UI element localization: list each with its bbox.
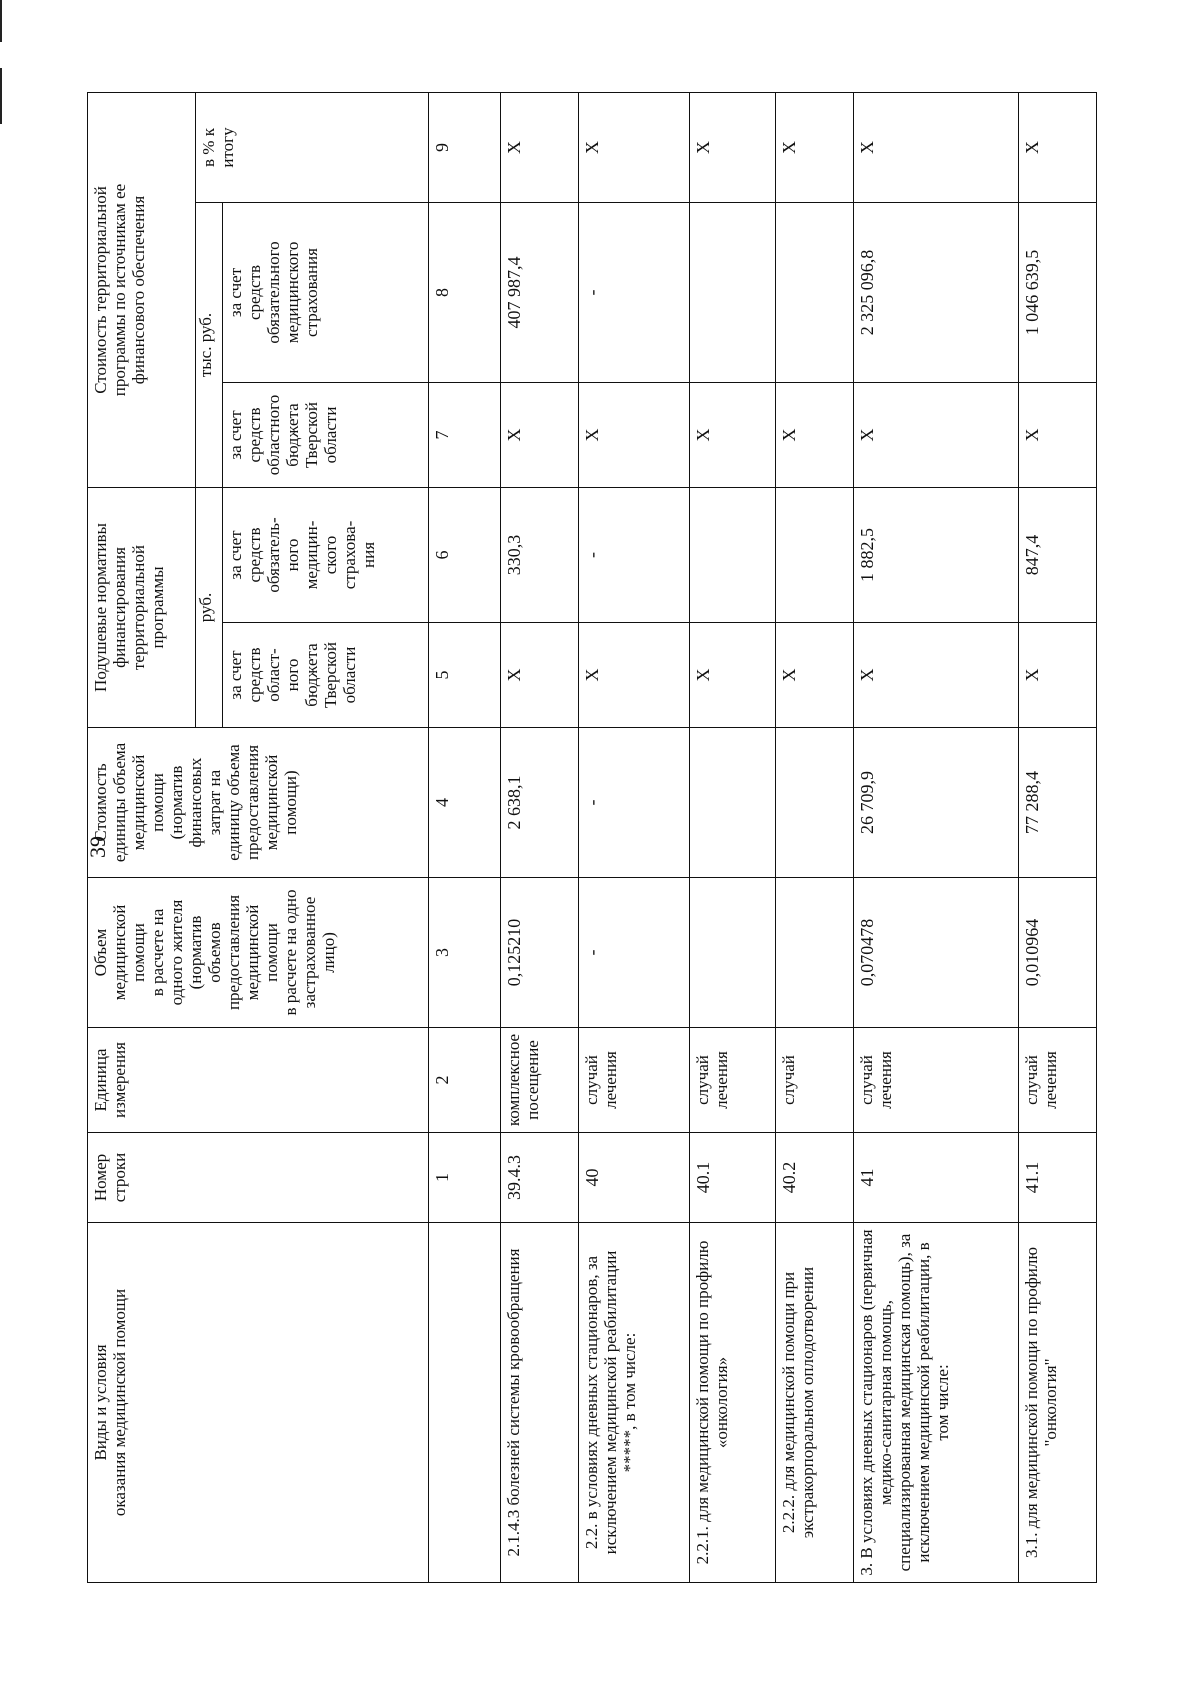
table-row [501, 92, 579, 1582]
column-number-cell: 4 [428, 728, 500, 878]
column-number-cell: 2 [428, 1028, 500, 1133]
row-volume [690, 878, 775, 1028]
row-volume: 0,010964 [1019, 878, 1097, 1028]
row-unit-cost: 77 288,4 [1019, 728, 1097, 878]
row-name: 2.1.4.3 болезней системы кровообращения [501, 1223, 579, 1583]
row-unit: случай лечения [579, 1028, 690, 1133]
row-unit: случай лечения [690, 1028, 775, 1133]
row-volume: - [579, 878, 690, 1028]
header-volume: Объем медицинской помощи в расчете на одного жителя (норматив объемов предоставления медицинской помощи в расчете на одно застрахованное лицо) [88, 878, 429, 1028]
row-program-cost-oms [775, 202, 853, 382]
row-percent-total: X [501, 92, 579, 202]
scan-edge-mark [0, 0, 2, 42]
column-number-cell: 8 [428, 202, 500, 382]
row-name: 2.2. в условиях дневных стационаров, за исключением медицинской реабилитации *****, в том числе: [579, 1223, 690, 1583]
table-row [690, 92, 775, 1582]
table-row [775, 92, 853, 1582]
row-program-cost-oms: 1 046 639,5 [1019, 202, 1097, 382]
row-percent-total: X [579, 92, 690, 202]
header-unit-cost: Стоимость единицы объема медицинской помощи (норматив финансовых затрат на единицу объема предоставления медицинской помощи) [88, 728, 429, 878]
header-program-cost-unit: тыс. руб. [195, 202, 222, 487]
row-unit: случай [775, 1028, 853, 1133]
row-number: 40.1 [690, 1133, 775, 1223]
column-number-cell: 5 [428, 623, 500, 728]
table-row [579, 92, 690, 1582]
row-program-cost-oms: - [579, 202, 690, 382]
row-unit: комплексное посещение [501, 1028, 579, 1133]
row-per-capita-oms [690, 487, 775, 622]
row-per-capita-budget: X [775, 623, 853, 728]
row-percent-total: X [690, 92, 775, 202]
header-kind: Виды и условия оказания медицинской помощи [88, 1223, 429, 1583]
row-number: 40 [579, 1133, 690, 1223]
row-percent-total: X [1019, 92, 1097, 202]
header-percent-total: в % к итогу [195, 92, 428, 202]
column-number-cell: 1 [428, 1133, 500, 1223]
row-unit-cost [775, 728, 853, 878]
row-number: 40.2 [775, 1133, 853, 1223]
row-program-cost-budget: X [775, 382, 853, 487]
row-unit-cost: 26 709,9 [853, 728, 1019, 878]
row-program-cost-budget: X [690, 382, 775, 487]
header-program-cost-oms: за счет средств обязательного медицинского страхования [222, 202, 428, 382]
row-per-capita-budget: X [579, 623, 690, 728]
row-per-capita-budget: X [501, 623, 579, 728]
row-name: 3.1. для медицинской помощи по профилю "онкология" [1019, 1223, 1097, 1583]
row-number: 39.4.3 [501, 1133, 579, 1223]
column-number-cell [428, 1223, 500, 1583]
header-row-number: Номер строки [88, 1133, 429, 1223]
row-number: 41.1 [1019, 1133, 1097, 1223]
row-name: 2.2.1. для медицинской помощи по профилю «онкология» [690, 1223, 775, 1583]
header-unit: Единица измерения [88, 1028, 429, 1133]
row-unit: случай лечения [853, 1028, 1019, 1133]
row-program-cost-oms [690, 202, 775, 382]
financing-table [87, 92, 1097, 1583]
header-per-capita-unit: руб. [195, 487, 222, 727]
row-unit-cost: 2 638,1 [501, 728, 579, 878]
row-percent-total: X [853, 92, 1019, 202]
row-name: 2.2.2. для медицинской помощи при экстракорпоральном оплодотворении [775, 1223, 853, 1583]
row-program-cost-budget: X [501, 382, 579, 487]
header-per-capita-budget: за счет средств област- ного бюджета Тверской области [222, 623, 428, 728]
page-number: 39 [85, 836, 110, 858]
row-per-capita-oms: 1 882,5 [853, 487, 1019, 622]
table-row [1019, 92, 1097, 1582]
column-number-row [428, 92, 500, 1582]
row-per-capita-budget: X [853, 623, 1019, 728]
row-volume: 0,070478 [853, 878, 1019, 1028]
row-program-cost-budget: X [853, 382, 1019, 487]
row-unit: случай лечения [1019, 1028, 1097, 1133]
row-per-capita-budget: X [1019, 623, 1097, 728]
header-program-cost-budget: за счет средств областного бюджета Тверской области [222, 382, 428, 487]
column-number-cell: 7 [428, 382, 500, 487]
row-program-cost-budget: X [579, 382, 690, 487]
column-number-cell: 9 [428, 92, 500, 202]
row-per-capita-oms [775, 487, 853, 622]
row-unit-cost: - [579, 728, 690, 878]
row-percent-total: X [775, 92, 853, 202]
row-unit-cost [690, 728, 775, 878]
row-volume [775, 878, 853, 1028]
row-program-cost-oms: 2 325 096,8 [853, 202, 1019, 382]
row-name: 3. В условиях дневных стационаров (первичная медико-санитарная помощь, специализированная медицинская помощь), за исключением медицинской реабилитации, в том числе: [853, 1223, 1019, 1583]
row-per-capita-oms: 847,4 [1019, 487, 1097, 622]
row-per-capita-budget: X [690, 623, 775, 728]
rotated-table-container [87, 93, 1097, 1583]
header-per-capita-group: Подушевые нормативы финансирования территориальной программы [88, 487, 196, 727]
row-volume: 0,125210 [501, 878, 579, 1028]
row-program-cost-budget: X [1019, 382, 1097, 487]
row-per-capita-oms: 330,3 [501, 487, 579, 622]
row-program-cost-oms: 407 987,4 [501, 202, 579, 382]
scan-edge-mark [0, 68, 2, 124]
header-program-cost-group: Стоимость территориальной программы по источникам ее финансового обеспечения [88, 92, 196, 487]
header-per-capita-oms: за счет средств обязатель- ного медицин- ского страхова- ния [222, 487, 428, 622]
row-per-capita-oms: - [579, 487, 690, 622]
column-number-cell: 6 [428, 487, 500, 622]
row-number: 41 [853, 1133, 1019, 1223]
column-number-cell: 3 [428, 878, 500, 1028]
table-row [853, 92, 1019, 1582]
